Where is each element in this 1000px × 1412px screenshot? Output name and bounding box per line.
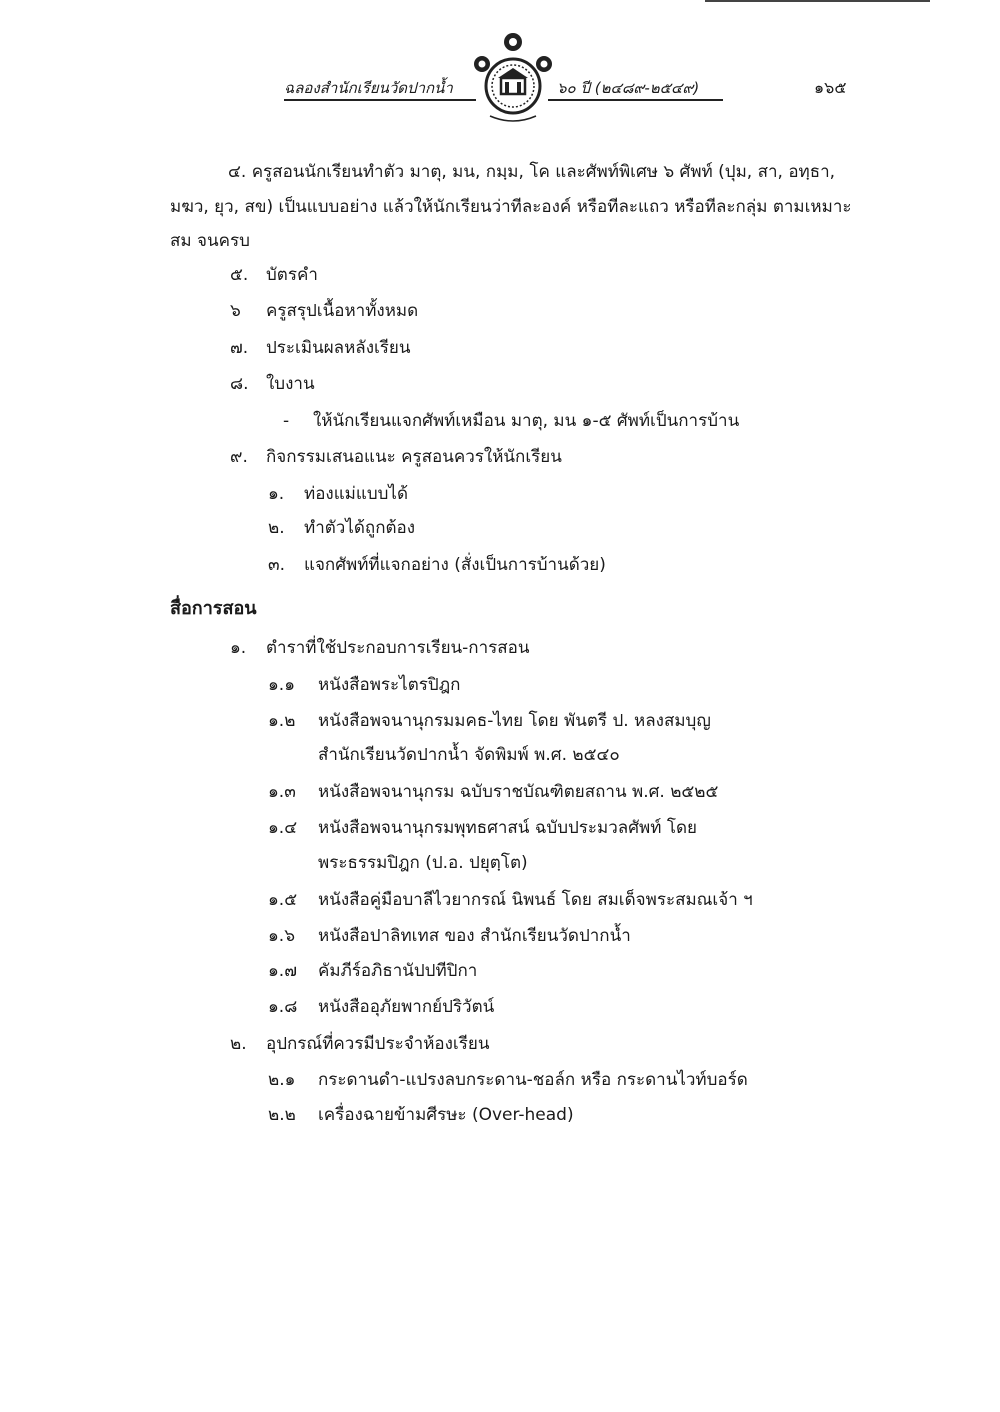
- book-item: ๑.๑ หนังสือพระไตรปิฎก: [268, 675, 461, 695]
- book-item: ๑.๓ หนังสือพจนานุกรม ฉบับราชบัณฑิตยสถาน พ.ศ. ๒๕๒๕: [268, 782, 719, 802]
- book-item: ๑.๒ หนังสือพจนานุกรมมคธ-ไทย โดย พันตรี ป. หลงสมบุญ: [268, 711, 711, 731]
- activity-item-8: ๘. ใบงาน: [230, 374, 315, 394]
- activity-item-4-text: ครูสอนนักเรียนทำตัว มาตุ, มน, กมฺม, โค และศัพท์พิเศษ ๖ ศัพท์ (ปุม, สา, อทฺธา, มฆว, ยุว, สข) เป็นแบบอย่าง แล้วให้นักเรียนว่าทีละองค์ หรือทีละแถว หรือทีละกลุ่ม ตามเหมาะสม จนครบ: [170, 162, 852, 251]
- suggestion-item: ๑. ท่องแม่แบบได้: [268, 484, 409, 504]
- temple-seal-logo: [470, 30, 556, 126]
- book-item-continuation: พระธรรมปิฎก (ป.อ. ปยุตฺโต): [318, 853, 528, 873]
- media-heading: สื่อการสอน: [170, 598, 257, 619]
- equipment-item: ๒.๑ กระดานดำ-แปรงลบกระดาน-ชอล์ก หรือ กระดานไวท์บอร์ด: [268, 1070, 748, 1090]
- book-item: ๑.๖ หนังสือปาลิทเทส ของ สำนักเรียนวัดปากน้ำ: [268, 926, 631, 946]
- activity-item-4-number: ๔.: [228, 162, 247, 182]
- page-number: ๑๖๕: [814, 78, 847, 97]
- book-item-continuation: สำนักเรียนวัดปากน้ำ จัดพิมพ์ พ.ศ. ๒๕๔๐: [318, 745, 620, 765]
- activity-item-5: ๕. บัตรคำ: [230, 265, 318, 285]
- page-header: [0, 0, 1000, 140]
- activity-item-7: ๗. ประเมินผลหลังเรียน: [230, 338, 411, 358]
- activity-item-4: [170, 155, 860, 259]
- book-item: ๑.๔ หนังสือพจนานุกรมพุทธศาสน์ ฉบับประมวลศัพท์ โดย: [268, 818, 697, 838]
- media-group-1: ๑. ตำราที่ใช้ประกอบการเรียน-การสอน: [230, 638, 530, 658]
- book-item: ๑.๗ คัมภีร์อภิธานัปปทีปิกา: [268, 961, 478, 981]
- activity-item-9: ๙. กิจกรรมเสนอแนะ ครูสอนควรให้นักเรียน: [230, 447, 562, 467]
- book-item: ๑.๘ หนังสืออุภัยพากย์ปริวัตน์: [268, 997, 495, 1017]
- homework-item: - ให้นักเรียนแจกศัพท์เหมือน มาตุ, มน ๑-๕ ศัพท์เป็นการบ้าน: [283, 411, 740, 431]
- header-anniversary: ๖๐ ปี (๒๔๘๙-๒๕๔๙): [557, 79, 700, 97]
- activity-item-6: ๖ ครูสรุปเนื้อหาทั้งหมด: [230, 301, 419, 321]
- header-underline-left: [284, 99, 476, 101]
- suggestion-item: ๓. แจกศัพท์ที่แจกอย่าง (สั่งเป็นการบ้านด้วย): [268, 555, 606, 575]
- book-item: ๑.๕ หนังสือคู่มือบาลีไวยากรณ์ นิพนธ์ โดย สมเด็จพระสมณเจ้า ฯ: [268, 890, 753, 910]
- header-underline-right: [548, 99, 723, 101]
- equipment-item: ๒.๒ เครื่องฉายข้ามศีรษะ (Over-head): [268, 1105, 574, 1125]
- header-title: ฉลองสำนักเรียนวัดปากน้ำ: [284, 79, 453, 97]
- suggestion-item: ๒. ทำตัวได้ถูกต้อง: [268, 518, 416, 538]
- media-group-2: ๒. อุปกรณ์ที่ควรมีประจำห้องเรียน: [230, 1034, 490, 1054]
